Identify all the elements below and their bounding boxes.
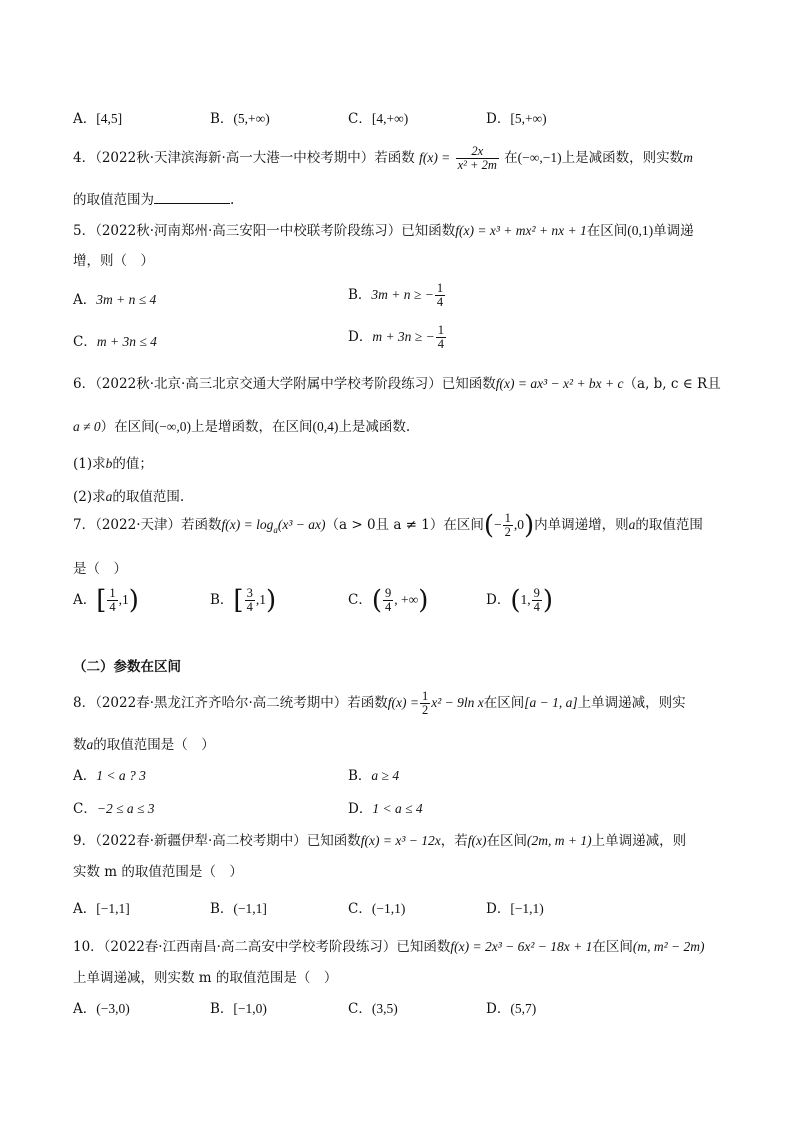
q3-option-a: A．[4,5]	[73, 111, 123, 127]
q9-stem: 9．（2022春·新疆伊犁·高二校考期中）已知函数f(x) = x³ − 12x，若f(x)在区间(2m, m + 1)上单调递减，则	[73, 833, 687, 849]
q4-line2: 的取值范围为 .	[73, 192, 235, 208]
q9-option-b: B．(−1,1]	[210, 901, 267, 917]
q5-option-a: A．3m + n ≤ 4	[73, 292, 157, 308]
q8-option-b: B．a ≥ 4	[348, 768, 400, 784]
q3-option-c: C．[4,+∞)	[348, 111, 409, 127]
q7-option-b: B．[ $\frac{3}{4}$ ,1)	[210, 585, 277, 616]
q7-line2: 是（ ）	[73, 561, 127, 577]
q8-option-a: A．1 < a ? 3	[73, 768, 146, 784]
q4-stem: 4．（2022秋·天津滨海新·高一大港一中校考期中）若函数 f(x) = $\frac{2x}{\text{x² + 2m}}$ 在(−∞,−1)上是减函数，则实数m	[73, 144, 693, 173]
q10-option-a: A．(−3,0)	[73, 1001, 130, 1017]
q3-option-d: D．[5,+∞)	[486, 111, 547, 127]
q7-option-a: A．[ $\frac{1}{4}$ ,1)	[73, 585, 139, 616]
q8-option-c: C．−2 ≤ a ≤ 3	[73, 801, 155, 817]
q6-stem: 6．（2022秋·北京·高三北京交通大学附属中学校考阶段练习）已知函数f(x) = ax³ − x² + bx + c（a, b, c ∈ R且	[73, 376, 721, 392]
q9-option-d: D．[−1,1)	[486, 901, 544, 917]
q9-line2: 实数 m 的取值范围是（ ）	[73, 864, 243, 880]
q7-stem: 7．（2022·天津）若函数$f(x) = \log_a(x^3 - ax)(a > 0$且 a ≠ 1）在区间(− $\frac{1}{2}$ ,0)内单调递增，则a的取值范围	[73, 510, 703, 541]
q7-option-d: D．(1, $\frac{9}{4}$ )	[486, 585, 554, 616]
section-heading: （二）参数在区间	[73, 659, 181, 675]
q10-option-b: B．[−1,0)	[210, 1001, 267, 1017]
q10-option-c: C．(3,5)	[348, 1001, 398, 1017]
q10-stem: 10．（2022春·江西南昌·高二高安中学校考阶段练习）已知函数f(x) = 2x³ − 6x² − 18x + 1在区间(m, m² − 2m)	[73, 939, 705, 955]
q9-option-a: A．[−1,1]	[73, 901, 130, 917]
q5-stem: 5．（2022秋·河南郑州·高三安阳一中校联考阶段练习）已知函数f(x) = x³ + mx² + nx + 1在区间(0,1)单调递	[73, 223, 694, 239]
q8-option-d: D．1 < a ≤ 4	[348, 801, 423, 817]
q5-option-c: C．m + 3n ≤ 4	[73, 334, 157, 350]
q10-line2: 上单调递减，则实数 m 的取值范围是（ ）	[73, 970, 338, 986]
q9-option-c: C．(−1,1)	[348, 901, 406, 917]
q5-line2: 增，则（ ）	[73, 253, 154, 269]
answer-blank[interactable]	[154, 191, 230, 204]
q4-fraction: $\frac{2x}{\text{x² + 2m}}$	[457, 144, 497, 173]
q7-option-c: C．( $\frac{9}{4}$ , +∞)	[348, 585, 429, 616]
q5-option-d: D．m + 3n ≥ − $\frac{1}{4}$	[348, 323, 444, 352]
q6-line2: a ≠ 0）在区间(−∞,0)上是增函数，在区间(0,4)上是减函数.	[73, 419, 411, 435]
q8-stem: 8．（2022春·黑龙江齐齐哈尔·高二统考期中）若函数f(x) = $\frac{1}{2}$ x² − 9ln x在区间[a − 1, a]上单调递减，则实	[73, 689, 686, 718]
q8-line2: 数a的取值范围是（ ）	[73, 737, 215, 753]
q6-subquestion-1: (1)求b的值；	[73, 456, 153, 472]
q3-option-b: B．(5,+∞)	[210, 111, 270, 127]
q10-option-d: D．(5,7)	[486, 1001, 537, 1017]
q6-subquestion-2: (2)求a的取值范围.	[73, 489, 185, 505]
q5-option-b: B．3m + n ≥ − $\frac{1}{4}$	[348, 281, 444, 310]
